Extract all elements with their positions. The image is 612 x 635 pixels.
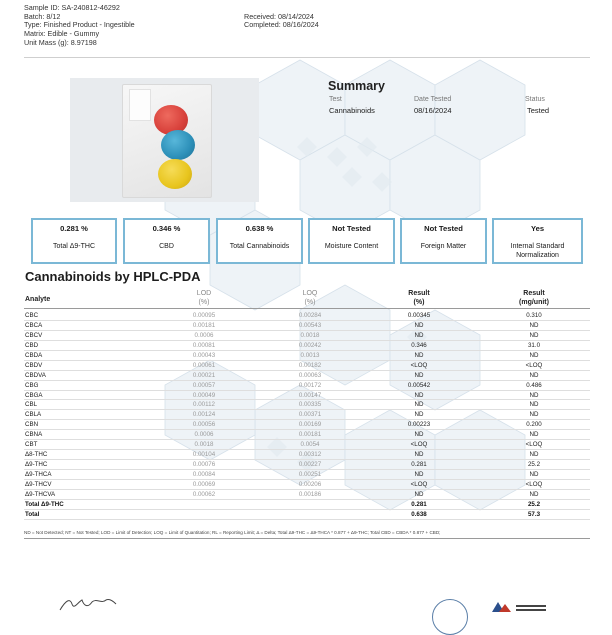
summary-status-value: Tested: [527, 106, 550, 115]
accreditation-seal: [432, 599, 468, 635]
table-row: CBDV 0.00061 0.00182 <LOQ <LOQ: [24, 361, 590, 371]
received-date: Received: 08/14/2024: [244, 11, 314, 21]
table-row: CBDA 0.00043 0.0013 ND ND: [24, 351, 590, 361]
table-header-divider: [24, 308, 590, 309]
table-row: CBCV 0.0006 0.0018 ND ND: [24, 331, 590, 341]
table-row: CBDVA 0.00021 0.00063 ND ND: [24, 371, 590, 381]
table-row: CBG 0.00057 0.00172 0.00542 0.486: [24, 381, 590, 391]
box-label: Moisture Content: [324, 243, 379, 250]
total-thc-box: [31, 218, 117, 264]
box-value: Yes: [530, 224, 545, 233]
result-pct-header: Result (%): [408, 290, 430, 306]
date-info-block: [244, 13, 319, 30]
table-row: CBN 0.00056 0.00169 0.00223 0.200: [24, 420, 590, 430]
box-value: Not Tested: [332, 224, 371, 233]
matrix: Matrix: Edible - Gummy: [24, 29, 100, 39]
table-row: Δ9-THCVA 0.00062 0.00186 ND ND: [24, 490, 590, 500]
section-title: Cannabinoids by HPLC-PDA: [25, 269, 201, 284]
box-value: Not Tested: [424, 224, 463, 233]
total-cannabinoids-box: [216, 218, 303, 264]
lod-header: LOD (%): [196, 290, 212, 306]
table-row: CBT 0.0018 0.0054 <LOQ <LOQ: [24, 440, 590, 450]
foreign-matter-box: [400, 218, 487, 264]
completed-date: Completed: 08/16/2024: [244, 20, 319, 30]
table-row: Δ9-THCV 0.00069 0.00206 <LOQ <LOQ: [24, 480, 590, 490]
sample-info-block: [24, 4, 135, 48]
total-row: Total 0.638 57.3: [24, 510, 590, 520]
box-label: Internal Standard Normalization: [510, 243, 565, 259]
summary-title: Summary: [328, 79, 385, 93]
summary-test-label: Test: [329, 96, 342, 103]
product-type: Type: Finished Product - Ingestible: [24, 20, 135, 30]
box-label: Foreign Matter: [420, 243, 467, 250]
box-value: 0.346 %: [152, 224, 181, 233]
table-row: CBLA 0.00124 0.00371 ND ND: [24, 410, 590, 420]
summary-test-value: Cannabinoids: [329, 106, 375, 115]
yellow-gummy: [158, 159, 192, 189]
total-thc-row: Total Δ9-THC 0.281 25.2: [24, 500, 590, 510]
summary-status-label: Status: [525, 96, 545, 103]
result-mg-header: Result (mg/unit): [519, 290, 549, 306]
batch: Batch: 8/12: [24, 11, 61, 21]
box-value: 0.281 %: [60, 224, 88, 233]
table-row: Δ9-THC 0.00076 0.00227 0.281 25.2: [24, 460, 590, 470]
header-divider: [24, 57, 590, 58]
table-row: CBNA 0.0006 0.00181 ND ND: [24, 430, 590, 440]
summary-date-label: Date Tested: [414, 96, 452, 103]
table-row: Δ9-THCA 0.00084 0.00251 ND ND: [24, 470, 590, 480]
footnote-divider: [24, 538, 590, 539]
cannabinoid-table: [24, 311, 590, 520]
box-value: 0.638 %: [245, 224, 274, 233]
cbd-box: [123, 218, 210, 264]
loq-header: LOQ (%): [302, 290, 318, 306]
sample-id: Sample ID: SA-240812-46292: [24, 3, 120, 12]
bag-label: [129, 89, 151, 121]
signature: [58, 596, 118, 612]
table-row: CBD 0.00081 0.00242 0.346 31.0: [24, 341, 590, 351]
summary-date-value: 08/16/2024: [414, 106, 452, 115]
blue-gummy: [161, 130, 195, 160]
unit-mass: Unit Mass (g): 8.97198: [24, 37, 97, 47]
analyte-header: Analyte: [25, 296, 51, 303]
product-photo: [70, 78, 259, 202]
table-row: Δ8-THC 0.00104 0.00312 ND ND: [24, 450, 590, 460]
box-label: Total Δ9-THC: [52, 243, 96, 250]
table-row: CBC 0.00095 0.00284 0.00345 0.310: [24, 311, 590, 321]
moisture-content-box: [308, 218, 395, 264]
table-row: CBL 0.00112 0.00335 ND ND: [24, 400, 590, 410]
footnote: ND = Not Detected; NT = Not Tested; LOD = Limit of Detection; LOQ = Limit of Quantitation; RL = Reporting Limit; Δ = Delta; Total Δ9-THC = Δ9-THCA * 0.877 + Δ9-THC; Total CBD = CBDA * 0.877 + CBD;: [24, 530, 441, 535]
internal-standard-box: [492, 218, 583, 264]
box-label: CBD: [159, 243, 174, 250]
box-label: Total Cannabinoids: [229, 243, 290, 250]
table-row: CBCA 0.00181 0.00543 ND ND: [24, 321, 590, 331]
table-row: CBGA 0.00049 0.00147 ND ND: [24, 391, 590, 401]
